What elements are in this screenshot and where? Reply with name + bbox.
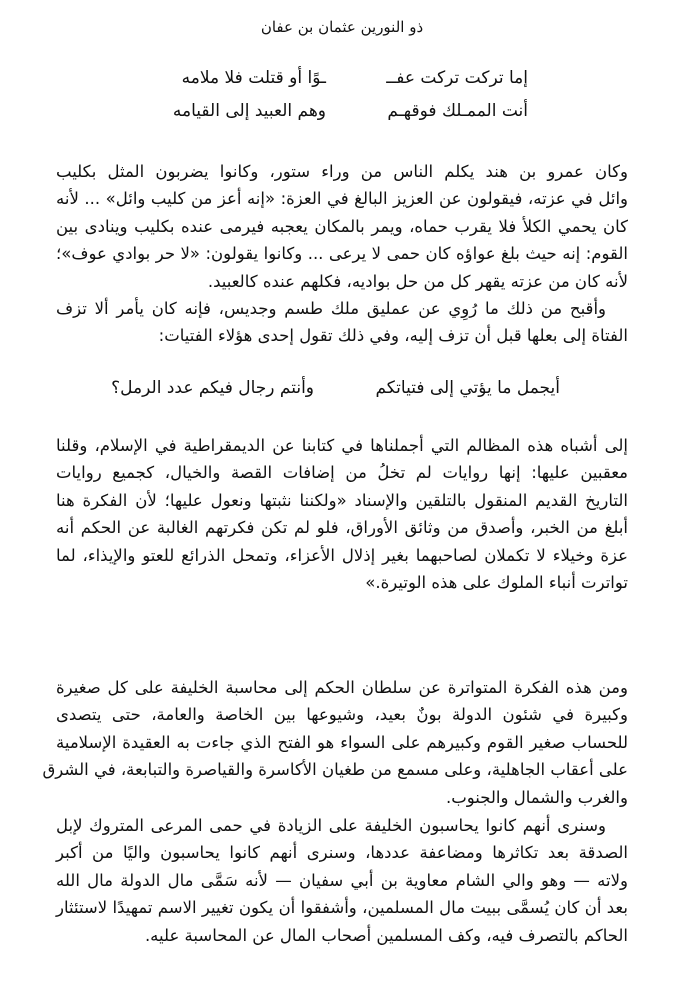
text-line: التاريخ القديم المنقول بالتلقين والإسناد «ولكننا نثبتها ونعول عليها؛ لأن الفكرة هنا xyxy=(56,490,628,510)
text-line: عزة وخيلاء لا تكملان لصاحبهما بغير إذلال الأعزاء، وتمحل الذرائع للعتو والإيذاء، لما xyxy=(56,545,628,565)
text-line: للحساب صغير القوم وكبيرهم على السواء هو الفتح الذي جاءت به العقيدة الإسلامية xyxy=(56,732,628,752)
text-line: الصدقة بعد تكاثرها ومضاعفة عددها، وسنرى أنهم كانوا يحاسبون واليًا من أكبر xyxy=(56,843,628,863)
text-line: على أعقاب الجاهلية، وعلى مسمع من طغيان الأكاسرة والقياصرة والتبابعة، في الشرق xyxy=(42,760,628,780)
paragraph xyxy=(0,812,684,949)
text-line: لأنه كان من عزته يقهر كل من حل بواديه، فكلهم عنده كالعبيد. xyxy=(207,271,628,291)
text-line: وسنرى أنهم كانوا يحاسبون الخليفة على الزيادة في حمى المرعى المتروك لإبل xyxy=(56,816,606,835)
text-line: ومن هذه الفكرة المتواترة عن سلطان الحكم إلى محاسبة الخليفة على كل صغيرة xyxy=(56,678,628,697)
text-line: معقبين عليها: إنها روايات لم تخلُ من إضافات القصة والخيال، كجميع روايات xyxy=(56,463,628,483)
text-line: ولاته — وهو والي الشام معاوية بن أبي سفيان — لأنه سَمَّى مال الدولة مال الله xyxy=(56,870,628,890)
text-line: وأقبح من ذلك ما رُوِي عن عمليق ملك طسم وجديس، فإنه كان يأمر ألا تزف xyxy=(56,299,606,318)
paragraph xyxy=(0,432,684,596)
verse-hemistich: وأنتم رجال فيكم عدد الرمل؟ xyxy=(111,378,314,398)
verse-hemistich: إما تركت تركت عفــ xyxy=(386,68,528,88)
text-line: الحاكم بالتصرف فيه، وكف المسلمين أصحاب المال عن المحاسبة عليه. xyxy=(144,925,628,945)
text-line: وكان عمرو بن هند يكلم الناس من وراء ستور، وكانوا يضربون المثل بكليب xyxy=(56,162,628,181)
text-line: وائل في عزته، فيقولون عن العزيز البالغ في العزة: «إنه أعز من كليب وائل» ... لأنه xyxy=(56,189,628,209)
text-line: بعد أن كان يُسمَّى ببيت مال المسلمين، وأشفقوا أن يكون تغيير الاسم تمهيدًا لاستئثار xyxy=(56,898,628,918)
paragraph xyxy=(0,674,684,811)
text-line: والغرب والشمال والجنوب. xyxy=(445,787,628,807)
verse-hemistich: ـوًا أو قتلت فلا ملامه xyxy=(181,68,326,88)
text-line: تواترت أنباء الملوك على هذه الوتيرة.» xyxy=(365,573,628,593)
text-line: وكبيرة في شئون الدولة بونٌ بعيد، وشيوعها بين الخاصة والعامة، حتى يتصدى xyxy=(56,705,628,725)
verse-hemistich: أنت الممـلك فوقهـم xyxy=(387,101,528,121)
text-line: إلى أشباه هذه المظالم التي أجملناها في كتابنا عن الديمقراطية في الإسلام، وقلنا xyxy=(56,436,628,455)
verse-hemistich: وهم العبيد إلى القيامه xyxy=(172,101,326,121)
text-line: الفتاة إلى بعلها قبل أن تزف إليه، وفي ذلك تقول إحدى هؤلاء الفتيات: xyxy=(158,326,628,346)
verse-hemistich: أيجمل ما يؤتي إلى فتياتكم xyxy=(375,378,560,398)
paragraph xyxy=(0,158,684,295)
page-header: ذو النورين عثمان بن عفان xyxy=(260,18,424,36)
text-line: أبلغ من الخبر، وأصدق من وثائق الأوراق، فلو لم تكن فكرتهم الغالبة عن الحكم أنه xyxy=(56,518,628,538)
paragraph xyxy=(0,295,684,350)
text-line: القوم: إنه حيث بلغ عواؤه كان حمى لا يرعى ... وكانوا يقولون: «لا حر بوادي عوف»؛ xyxy=(56,244,628,264)
text-line: كان يحمي الكلأ فلا يقرب حماه، ويمر بالمكان يعجبه فيرمى عنده بكليب وينادى بين xyxy=(56,216,628,236)
